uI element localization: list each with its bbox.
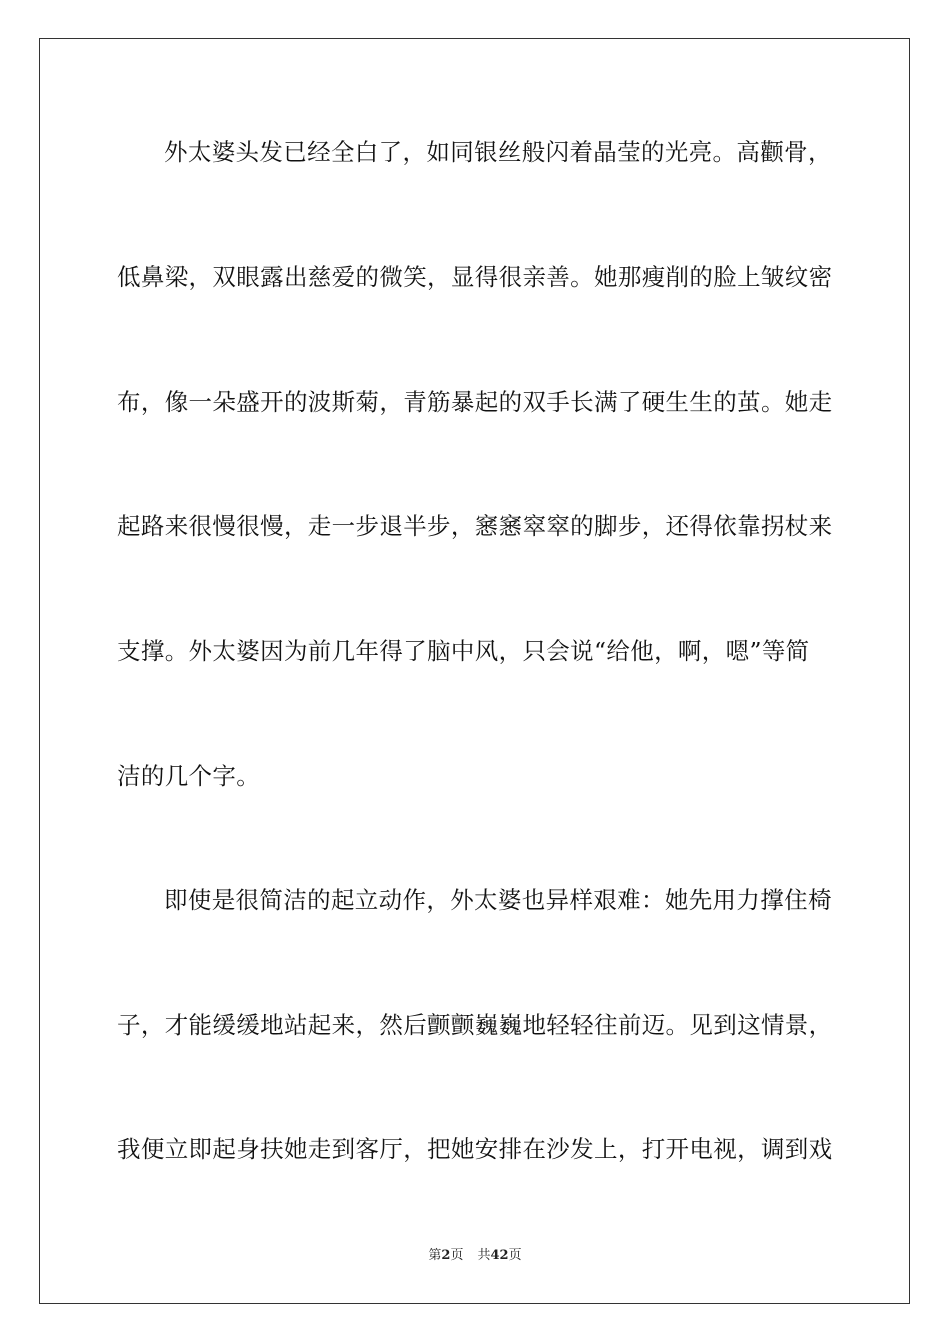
paragraph-1-line-2: 低鼻梁，双眼露出慈爱的微笑，显得很亲善。她那瘦削的脸上皱纹密 — [117, 263, 833, 291]
page-footer — [0, 1248, 950, 1264]
paragraph-1-line-3: 布，像一朵盛开的波斯菊，青筋暴起的双手长满了硬生生的茧。她走 — [117, 388, 833, 416]
footer-page-number: 2 — [441, 1248, 451, 1263]
paragraph-1-line-4: 起路来很慢很慢，走一步退半步，窸窸窣窣的脚步，还得依靠拐杖来 — [117, 512, 833, 540]
footer-page-prefix: 第 — [428, 1248, 442, 1263]
paragraph-1-line-5: 支撑。外太婆因为前几年得了脑中风，只会说“给他，啊，嗯”等简 — [117, 637, 810, 665]
paragraph-1-line-1: 外太婆头发已经全白了，如同银丝般闪着晶莹的光亮。高颧骨， — [164, 138, 832, 166]
footer-total-pages: 42 — [490, 1248, 509, 1263]
footer-page-suffix: 页 — [450, 1248, 464, 1263]
footer-total-prefix: 共 — [477, 1248, 491, 1263]
page-border — [39, 38, 910, 1304]
footer-total-suffix: 页 — [508, 1248, 522, 1263]
paragraph-2-line-1: 即使是很简洁的起立动作，外太婆也异样艰难：她先用力撑住椅 — [164, 886, 832, 914]
paragraph-2-line-2: 子，才能缓缓地站起来，然后颤颤巍巍地轻轻往前迈。见到这情景， — [117, 1011, 833, 1039]
paragraph-1-line-6: 洁的几个字。 — [117, 762, 261, 790]
paragraph-2-line-3: 我便立即起身扶她走到客厅，把她安排在沙发上，打开电视，调到戏 — [117, 1135, 833, 1163]
